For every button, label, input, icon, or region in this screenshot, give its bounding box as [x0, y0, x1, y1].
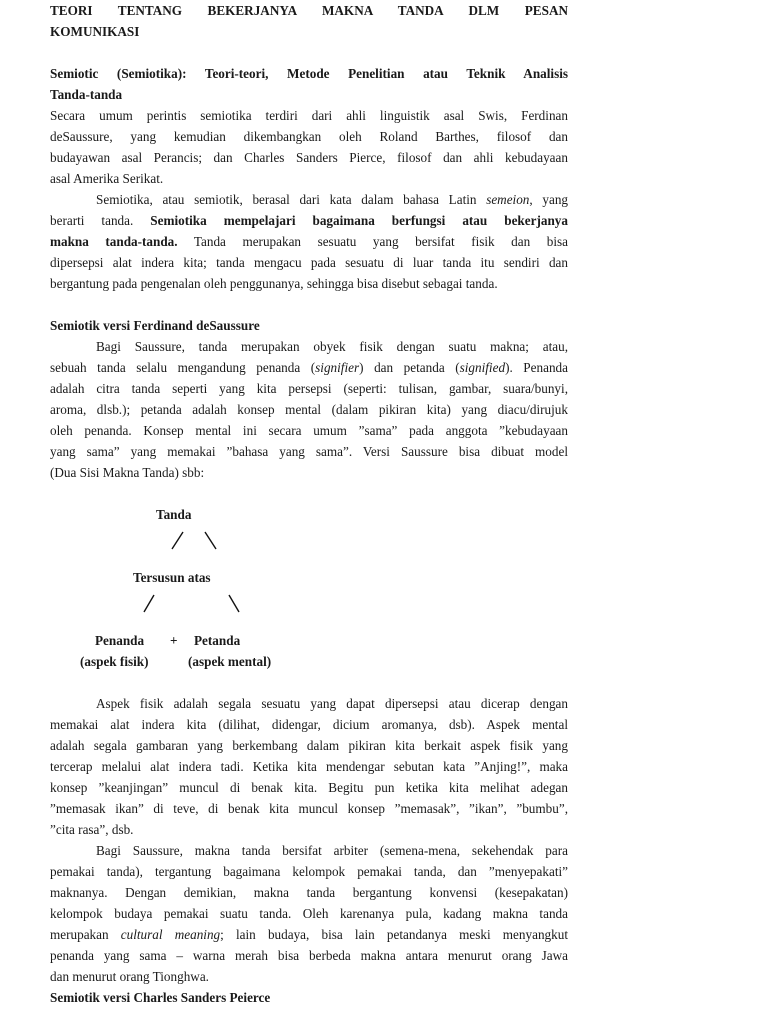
paragraph-line: adalah citra tanda seperti yang kita persepsi (seperti: tulisan, gambar, suara/bunyi,: [50, 381, 568, 396]
paragraph-line: ”cita rasa”, dsb.: [50, 822, 134, 837]
text-span: ) dan petanda (: [359, 360, 460, 375]
paragraph-line: konsep ”keanjingan” muncul di benak kita. Begitu pun ketika kita melihat adegan: [50, 780, 568, 795]
diagram-label-aspek-fisik: (aspek fisik): [80, 654, 149, 669]
diagram-line-mid-right: [229, 595, 239, 612]
bold-text: Semiotika mempelajari bagaimana berfungsi atau bekerjanya: [150, 213, 568, 228]
diagram-plus-sign: +: [170, 633, 178, 648]
section3-heading: Semiotik versi Charles Sanders Peierce: [50, 990, 271, 1005]
paragraph-line: ”memasak ikan” di teve, di benak kita muncul konsep ”memasak”, ”ikan”, ”bumbu”,: [50, 801, 568, 816]
bold-text: makna tanda-tanda.: [50, 234, 178, 249]
paragraph-line: [50, 210, 568, 231]
italic-term-signified: signified: [459, 360, 506, 375]
section1-heading-line-1: Semiotic (Semiotika): Teori-teori, Metode Penelitian atau Teknik Analisis: [50, 66, 568, 81]
paragraph-line: maknanya. Dengan demikian, makna tanda bergantung konvensi (kesepakatan): [50, 885, 568, 900]
paragraph-line: Bagi Saussure, makna tanda bersifat arbiter (semena-mena, sekehendak para: [96, 843, 568, 858]
paragraph-line: [50, 924, 568, 945]
paragraph-line: oleh penanda. Konsep mental ini secara umum ”sama” pada anggota ”kebudayaan: [50, 423, 568, 438]
paragraph-line: (Dua Sisi Makna Tanda) sbb:: [50, 465, 205, 480]
text-span: Tanda merupakan sesuatu yang bersifat fisik dan bisa: [177, 234, 568, 249]
paragraph-line: penanda yang sama – warna merah bisa berbeda makna antara menurut orang Jawa: [50, 948, 568, 963]
paragraph-line: [50, 189, 568, 210]
paragraph-line: adalah segala gambaran yang berkembang dalam pikiran kita berkait aspek fisik yang: [50, 738, 568, 753]
paragraph-line: asal Amerika Serikat.: [50, 171, 164, 186]
text-span: sebuah tanda selalu mengandung penanda (: [50, 360, 316, 375]
diagram-node-petanda: Petanda: [194, 633, 241, 648]
paragraph-line: deSaussure, yang kemudian dikembangkan oleh Roland Barthes, filosof dan: [50, 129, 568, 144]
diagram-node-tersusun-atas: Tersusun atas: [133, 570, 211, 585]
text-span: , yang: [529, 192, 569, 207]
text-span: ). Penanda: [505, 360, 568, 375]
paragraph-line: pemakai tanda), tergantung bagaimana kelompok pemakai tanda, dan ”menyepakati”: [50, 864, 568, 879]
paragraph-line: tercerap melalui alat indera tadi. Ketika kita mendengar sebutan kata ”Anjing!”, maka: [50, 759, 568, 774]
diagram-node-penanda: Penanda: [95, 633, 145, 648]
paragraph-line: [50, 357, 568, 378]
text-span: merupakan: [50, 927, 121, 942]
paragraph-line: [50, 231, 568, 252]
paragraph-line: Aspek fisik adalah segala sesuatu yang dapat dipersepsi atau dicerap dengan: [96, 696, 568, 711]
paragraph-line: Secara umum perintis semiotika terdiri dari ahli linguistik asal Swis, Ferdinan: [50, 108, 568, 123]
diagram-line-top-left: [172, 532, 183, 549]
italic-term-signifier: signifier: [315, 360, 360, 375]
diagram-line-top-right: [205, 532, 216, 549]
paragraph-line: yang sama” yang memakai ”bahasa yang sama”. Versi Saussure bisa dibuat model: [50, 444, 568, 459]
paragraph-line: budayawan asal Perancis; dan Charles Sanders Pierce, filosof dan ahli kebudayaan: [50, 150, 568, 165]
paragraph-line: dipersepsi alat indera kita; tanda mengacu pada sesuatu di luar tanda itu sendiri dan: [50, 255, 568, 270]
diagram-label-aspek-mental: (aspek mental): [188, 654, 272, 669]
paragraph-line: memakai alat indera kita (dilihat, didengar, dicium aromanya, dsb). Aspek mental: [50, 717, 568, 732]
diagram-line-mid-left: [144, 595, 154, 612]
paragraph-line: dan menurut orang Tionghwa.: [50, 969, 209, 984]
title-line-1: TEORI TENTANG BEKERJANYA MAKNA TANDA DLM PESAN: [50, 3, 568, 18]
paragraph-line: aroma, dlsb.); petanda adalah konsep mental (dalam pikiran kita) yang diacu/dirujuk: [50, 402, 568, 417]
italic-term-cultural-meaning: cultural meaning: [120, 927, 221, 942]
paragraph-line: bergantung pada pengenalan oleh penggunanya, sehingga bisa disebut sebagai tanda.: [50, 276, 498, 291]
section2-heading: Semiotik versi Ferdinand deSaussure: [50, 318, 260, 333]
paragraph-line: Bagi Saussure, tanda merupakan obyek fisik dengan suatu makna; atau,: [96, 339, 568, 354]
italic-term-semeion: semeion: [486, 192, 530, 207]
diagram-node-tanda: Tanda: [156, 507, 192, 522]
title-line-2: KOMUNIKASI: [50, 24, 140, 39]
text-span: ; lain budaya, bisa lain petandanya meski menyangkut: [220, 927, 568, 942]
text-span: berarti tanda.: [50, 213, 151, 228]
paragraph-line: kelompok budaya pemakai suatu tanda. Oleh karenanya pula, kadang makna tanda: [50, 906, 568, 921]
text-span: Semiotika, atau semiotik, berasal dari kata dalam bahasa Latin: [96, 192, 487, 207]
section1-heading-line-2: Tanda-tanda: [50, 87, 123, 102]
